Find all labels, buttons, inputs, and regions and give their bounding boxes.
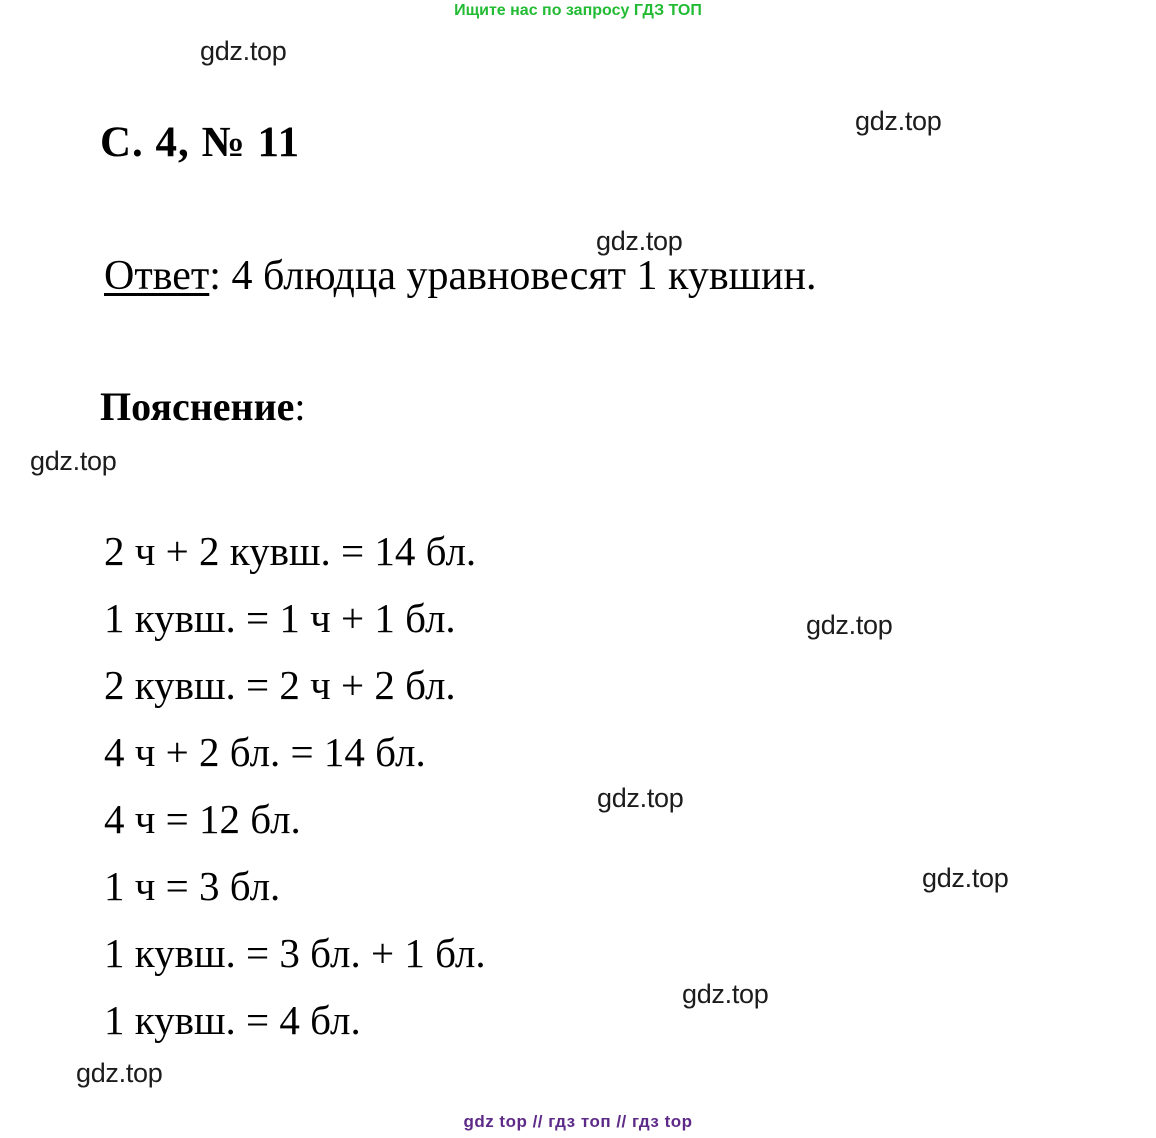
answer-label: Ответ <box>104 253 210 299</box>
watermark: gdz.top <box>682 979 769 1009</box>
watermark: gdz.top <box>30 446 117 476</box>
answer-separator: : <box>209 253 232 299</box>
equation-line: 4 ч = 12 бл. <box>104 796 301 842</box>
equation-line: 2 ч + 2 кувш. = 14 бл. <box>104 528 477 574</box>
watermark: gdz.top <box>806 610 893 640</box>
watermark: gdz.top <box>200 36 287 66</box>
equation-line: 1 кувш. = 4 бл. <box>104 997 361 1043</box>
equation-list <box>104 518 804 1054</box>
watermark: gdz.top <box>597 783 684 813</box>
promo-footer-text: gdz top // гдз топ // гдз top <box>463 1112 693 1131</box>
page-title: С. 4, № 11 <box>100 119 301 166</box>
equation-line: 4 ч + 2 бл. = 14 бл. <box>104 729 426 775</box>
answer-text: 4 блюдца уравновесят 1 кувшин. <box>231 253 817 299</box>
answer-line <box>104 252 816 300</box>
watermark: gdz.top <box>855 106 942 136</box>
explanation-heading-label: Пояснение <box>100 384 295 429</box>
watermark: gdz.top <box>76 1058 163 1088</box>
equation-line: 1 ч = 3 бл. <box>104 863 281 909</box>
equation-line: 1 кувш. = 3 бл. + 1 бл. <box>104 930 486 976</box>
watermark: gdz.top <box>596 226 683 256</box>
equation-line: 2 кувш. = 2 ч + 2 бл. <box>104 662 456 708</box>
promo-banner-text: Ищите нас по запросу ГДЗ ТОП <box>454 2 702 19</box>
watermark: gdz.top <box>922 863 1009 893</box>
explanation-heading <box>100 383 306 430</box>
explanation-heading-colon: : <box>294 384 306 429</box>
equation-line: 1 кувш. = 1 ч + 1 бл. <box>104 595 456 641</box>
